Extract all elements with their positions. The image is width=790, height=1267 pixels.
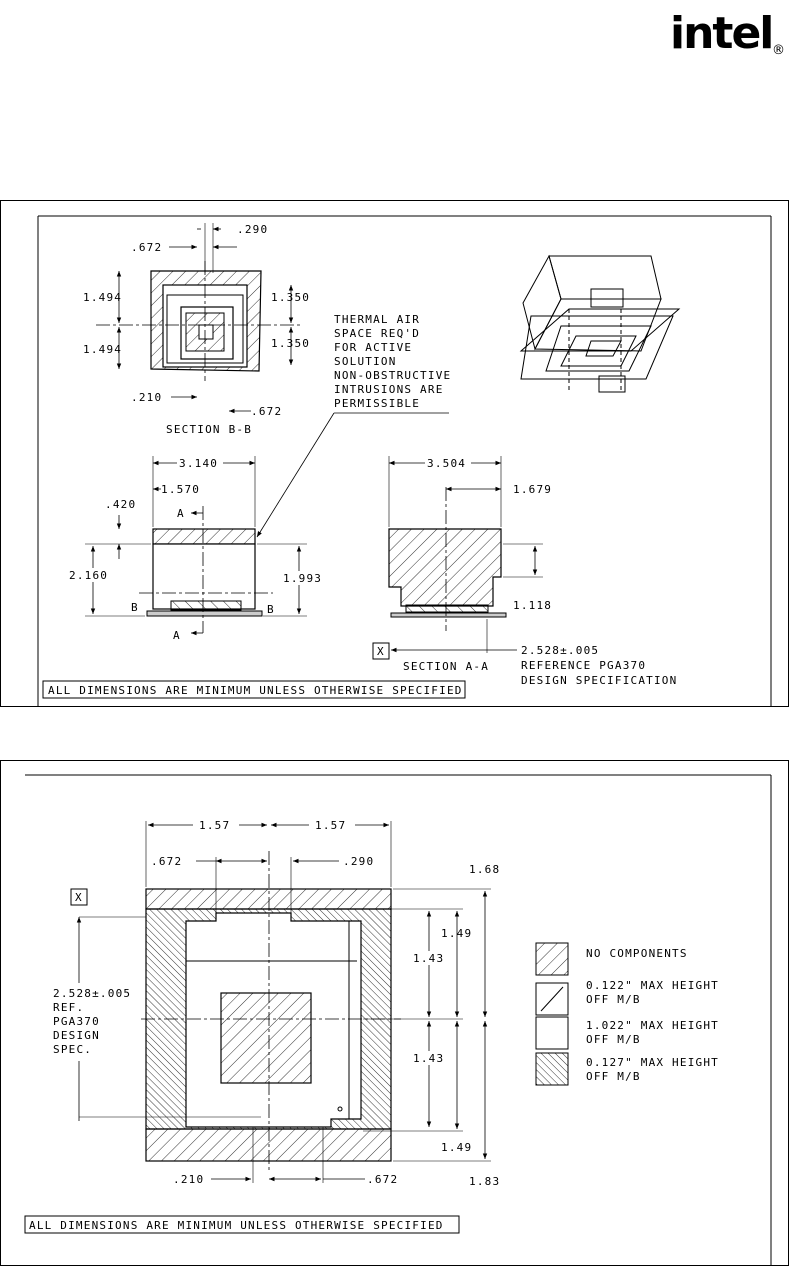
dim-1570: 1.570 — [161, 483, 201, 496]
ref-line-3: DESIGN SPECIFICATION — [521, 674, 678, 687]
dim-bb-672-top: .672 — [131, 241, 163, 254]
ref-line-2: REFERENCE PGA370 — [521, 659, 647, 672]
svg-text:INTRUSIONS ARE: INTRUSIONS ARE — [334, 383, 444, 396]
dim-1993: 1.993 — [283, 572, 323, 585]
ref-line-1: 2.528±.005 — [521, 644, 600, 657]
intel-logo — [668, 2, 786, 64]
dim-149-bot: 1.49 — [441, 1141, 473, 1154]
ref-bottom-3: PGA370 — [53, 1015, 100, 1028]
top-footer-note: ALL DIMENSIONS ARE MINIMUM UNLESS OTHERWISE SPECIFIED — [48, 684, 463, 697]
dim-672-bot: .672 — [367, 1173, 399, 1186]
svg-text:FOR ACTIVE: FOR ACTIVE — [334, 341, 413, 354]
keepout-map — [141, 851, 401, 1171]
legend-swatch-no-components — [536, 943, 568, 975]
dim-3140: 3.140 — [179, 457, 219, 470]
dim-210: .210 — [173, 1173, 205, 1186]
dim-2160: 2.160 — [69, 569, 109, 582]
dim-149-top: 1.49 — [441, 927, 473, 940]
svg-text:THERMAL AIR: THERMAL AIR — [334, 313, 421, 326]
datum-x-top: X — [377, 645, 385, 658]
ref-bottom-2: REF. — [53, 1001, 85, 1014]
isometric-view — [521, 256, 679, 392]
dim-3504: 3.504 — [427, 457, 467, 470]
legend-swatch-1022 — [536, 1017, 568, 1049]
legend-label: OFF M/B — [586, 1033, 641, 1046]
legend-label: OFF M/B — [586, 1070, 641, 1083]
keepout-legend — [536, 943, 719, 1085]
dim-143-top: 1.43 — [413, 952, 445, 965]
front-view — [139, 506, 273, 633]
dim-290: .290 — [343, 855, 375, 868]
svg-text:SPACE REQ'D: SPACE REQ'D — [334, 327, 421, 340]
section-aa-label: SECTION A-A — [403, 660, 490, 673]
datum-x-bottom: X — [75, 891, 83, 904]
dim-143-bot: 1.43 — [413, 1052, 445, 1065]
dim-bb-290: .290 — [237, 223, 269, 236]
mark-a-bot: A — [173, 629, 181, 642]
dim-183: 1.83 — [469, 1175, 501, 1188]
section-bb-label: SECTION B-B — [166, 423, 253, 436]
legend-label: 1.022" MAX HEIGHT — [586, 1019, 719, 1032]
dim-bb-210: .210 — [131, 391, 163, 404]
dim-420: .420 — [105, 498, 137, 511]
legend-label: 0.127" MAX HEIGHT — [586, 1056, 719, 1069]
legend-label: 0.122" MAX HEIGHT — [586, 979, 719, 992]
ref-bottom-4: DESIGN — [53, 1029, 100, 1042]
registered-mark: ® — [772, 43, 785, 58]
dim-157-right: 1.57 — [315, 819, 347, 832]
dim-bb-1350-bot: 1.350 — [271, 337, 311, 350]
mark-b-left: B — [131, 601, 139, 614]
mark-a-top: A — [177, 507, 185, 520]
dim-bb-672-bot: .672 — [251, 405, 283, 418]
dim-bb-1350-top: 1.350 — [271, 291, 311, 304]
dim-157-left: 1.57 — [199, 819, 231, 832]
ref-bottom-5: SPEC. — [53, 1043, 93, 1056]
dim-1679: 1.679 — [513, 483, 553, 496]
mark-b-right: B — [267, 603, 275, 616]
dim-bb-1494-top: 1.494 — [83, 291, 123, 304]
bottom-footer-note: ALL DIMENSIONS ARE MINIMUM UNLESS OTHERWISE SPECIFIED — [29, 1219, 444, 1232]
bottom-drawing-panel — [0, 760, 789, 1266]
dim-168: 1.68 — [469, 863, 501, 876]
logo-text: intel — [670, 8, 773, 59]
top-drawing-panel — [0, 200, 789, 707]
dim-bb-1494-bot: 1.494 — [83, 343, 123, 356]
legend-label: NO COMPONENTS — [586, 947, 688, 960]
ref-bottom-1: 2.528±.005 — [53, 987, 132, 1000]
svg-text:PERMISSIBLE: PERMISSIBLE — [334, 397, 421, 410]
dim-672-top: .672 — [151, 855, 183, 868]
svg-text:SOLUTION: SOLUTION — [334, 355, 397, 368]
dim-1118: 1.118 — [513, 599, 553, 612]
legend-label: OFF M/B — [586, 993, 641, 1006]
legend-swatch-0127 — [536, 1053, 568, 1085]
section-aa-view — [389, 487, 506, 631]
section-bb-view — [96, 261, 301, 381]
svg-text:NON-OBSTRUCTIVE: NON-OBSTRUCTIVE — [334, 369, 452, 382]
